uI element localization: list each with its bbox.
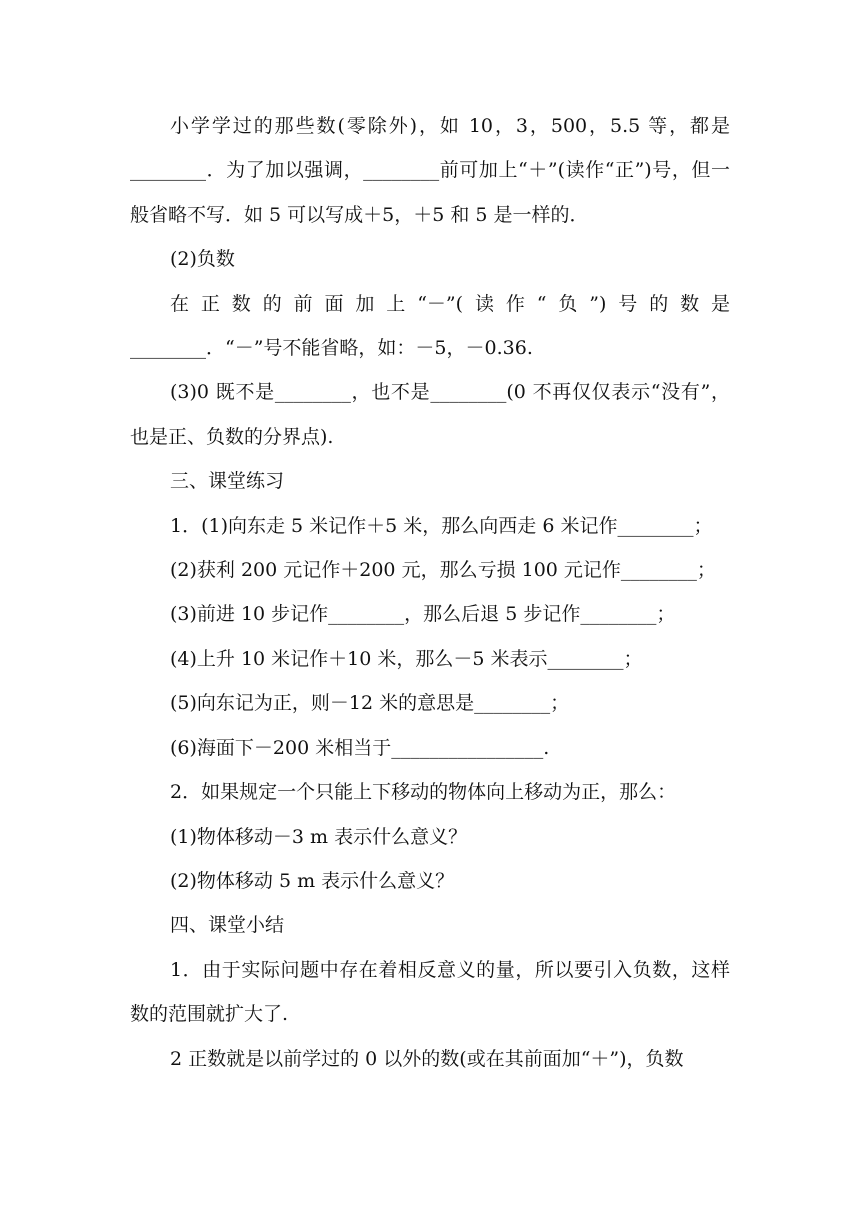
paragraph-negative-definition-line1: 在正数的前面加上“－”(读作“负”)号的数是	[170, 292, 730, 315]
summary-2: 2 正数就是以前学过的 0 以外的数(或在其前面加“＋”)，负数	[170, 1047, 684, 1070]
exercise-1-1: 1．(1)向东走 5 米记作＋5 米，那么向西走 6 米记作________；	[170, 514, 713, 537]
section-three-heading: 三、课堂练习	[170, 470, 285, 493]
exercise-1-3: (3)前进 10 步记作________，那么后退 5 步记作________；	[170, 603, 676, 626]
document-page	[130, 104, 730, 1081]
exercise-1-5: (5)向东记为正，则－12 米的意思是________；	[170, 692, 570, 715]
paragraph-zero-definition: (3)0 既不是________，也不是________(0 不再仅仅表示“没有”，也是正、负数的分界点).	[130, 381, 730, 448]
exercise-2-2: (2)物体移动 5 m 表示什么意义？	[170, 869, 455, 892]
paragraph-negative-definition-line2: ________．“－”号不能省略，如：－5，－0.36.	[130, 337, 533, 360]
section-four-heading: 四、课堂小结	[170, 914, 285, 937]
exercise-1-6: (6)海面下－200 米相当于________________.	[170, 736, 550, 759]
paragraph-negative-heading: (2)负数	[170, 248, 235, 271]
paragraph-positive-number-definition: 小学学过的那些数(零除外)，如 10，3，500，5.5 等，都是________．为了加以强调，________前可加上“＋”(读作“正”)号，但一般省略不写．如 5 可以写成＋5，＋5 和 5 是一样的．	[130, 115, 730, 226]
summary-1: 1．由于实际问题中存在着相反意义的量，所以要引入负数，这样数的范围就扩大了.	[130, 958, 730, 1026]
exercise-1-4: (4)上升 10 米记作＋10 米，那么－5 米表示________；	[170, 647, 643, 670]
exercise-2: 2．如果规定一个只能上下移动的物体向上移动为正，那么：	[170, 781, 677, 804]
exercise-1-2: (2)获利 200 元记作＋200 元，那么亏损 100 元记作________；	[170, 559, 716, 582]
exercise-2-1: (1)物体移动－3 m 表示什么意义？	[170, 825, 468, 848]
